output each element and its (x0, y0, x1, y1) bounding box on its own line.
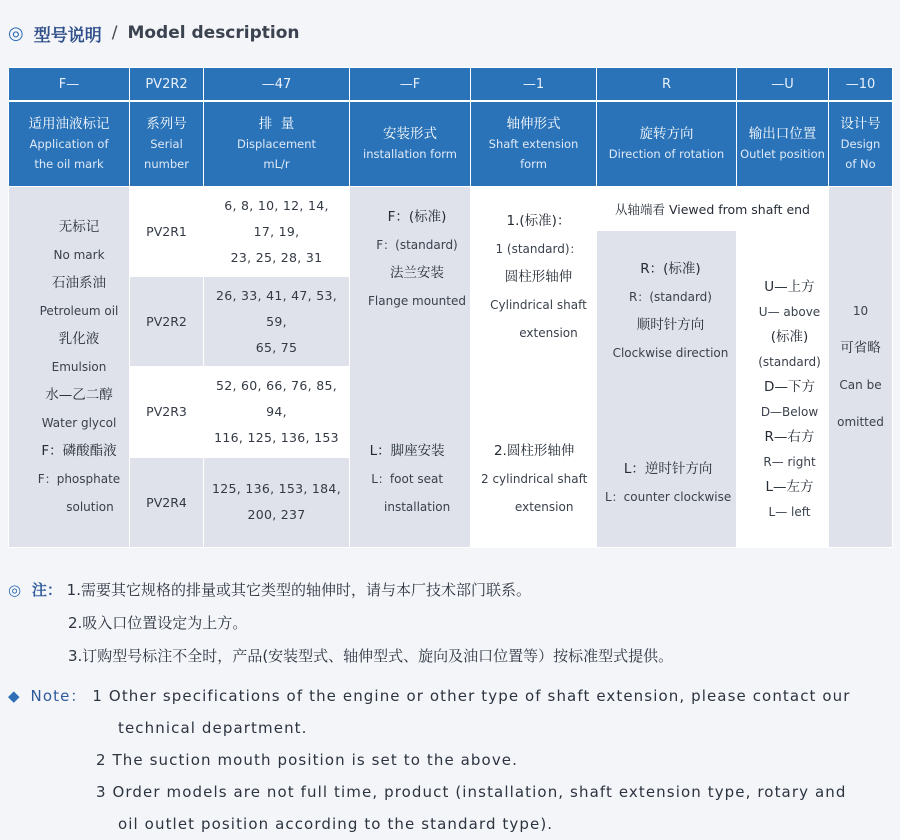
code-rotation: R (597, 68, 737, 102)
notes-cn-label: 注： (31, 581, 62, 599)
note-cn-1: 1.需要其它规格的排量或其它类型的轴伸时，请与本厂技术部门联系。 (66, 581, 531, 599)
note-en-1: 1 Other specifications of the engine or other type of shaft extension, please contact our (92, 687, 851, 705)
code-outlet: —U (737, 68, 829, 102)
note-cn-3: 3.订购型号标注不全时，产品(安装型式、轴伸型式、旋向及油口位置等）按标准型式提供。 (68, 647, 674, 665)
viewed-from-shaft-end: 从轴端看 Viewed from shaft end (597, 187, 829, 231)
design-cell: 10 可省略 Can be omitted (829, 187, 893, 548)
title-cn: 型号说明 (33, 25, 102, 46)
model-table (8, 67, 893, 548)
displacement-pv2r4: 125, 136, 153, 184, 200, 237 (204, 457, 350, 547)
header-row (9, 101, 893, 187)
displacement-pv2r3: 52, 60, 66, 76, 85, 94, 116, 125, 136, 153 (204, 367, 350, 457)
rotation-cell: R：(标准) R：(standard) 顺时针方向 Clockwise direction L：逆时针方向 L：counter clockwise (597, 231, 737, 548)
header-outlet: 输出口位置 Outlet position (737, 101, 829, 187)
code-design: —10 (829, 68, 893, 102)
note-en-2: 2 The suction mouth position is set to the above. (96, 751, 519, 769)
displacement-pv2r1: 6, 8, 10, 12, 14, 17, 19, 23, 25, 28, 31 (204, 187, 350, 277)
displacement-pv2r2: 26, 33, 41, 47, 53, 59, 65, 75 (204, 277, 350, 367)
code-oil: F— (9, 68, 130, 102)
note-diamond-icon: ◆ (8, 687, 21, 705)
oil-mark-cell: 无标记 No mark 石油系油 Petroleum oil 乳化液 Emulsion 水—乙二醇 Water glycol F：磷酸酯液 F：phosphate solution (9, 187, 130, 548)
code-row (9, 68, 893, 102)
page-title (8, 20, 300, 46)
header-design: 设计号 Design of No (829, 101, 893, 187)
note-en-3-cont: oil outlet position according to the standard type). (118, 815, 554, 833)
title-separator: / (111, 23, 118, 43)
notes-english (8, 680, 892, 840)
note-en-3: 3 Order models are not full time, product (installation, shaft extension type, rotary and (96, 783, 847, 801)
series-pv2r1: PV2R1 (130, 187, 204, 277)
code-series: PV2R2 (130, 68, 204, 102)
header-rotation: 旋转方向 Direction of rotation (597, 101, 737, 187)
header-install: 安装形式 installation form (350, 101, 471, 187)
note-cn-2: 2.吸入口位置设定为上方。 (68, 614, 248, 632)
title-en: Model description (127, 23, 300, 43)
shaft-cell: 1.(标准)： 1 (standard)： 圆柱形轴伸 Cylindrical shaft extension 2.圆柱形轴伸 2 cylindrical shaft extension (471, 187, 597, 548)
install-cell: F：(标准) F：(standard) 法兰安装 Flange mounted L：脚座安装 L：foot seat installation (350, 187, 471, 548)
series-pv2r4: PV2R4 (130, 457, 204, 547)
bullet-ring-icon: ◎ (8, 22, 24, 44)
header-series: 系列号 Serial number (130, 101, 204, 187)
code-displacement: —47 (204, 68, 350, 102)
header-displacement: 排 量 Displacement mL/r (204, 101, 350, 187)
notes-chinese (8, 574, 673, 673)
code-shaft: —1 (471, 68, 597, 102)
outlet-cell: U—上方 U— above (标准) (standard) D—下方 D—Below R—右方 R— right L—左方 L— left (737, 231, 829, 548)
series-pv2r2: PV2R2 (130, 277, 204, 367)
header-shaft: 轴伸形式 Shaft extension form (471, 101, 597, 187)
notes-en-label: Note： (30, 687, 87, 705)
series-pv2r3: PV2R3 (130, 367, 204, 457)
header-oil: 适用油液标记 Application of the oil mark (9, 101, 130, 187)
note-ring-icon: ◎ (8, 581, 22, 599)
note-en-1-cont: technical department. (118, 719, 308, 737)
code-install: —F (350, 68, 471, 102)
